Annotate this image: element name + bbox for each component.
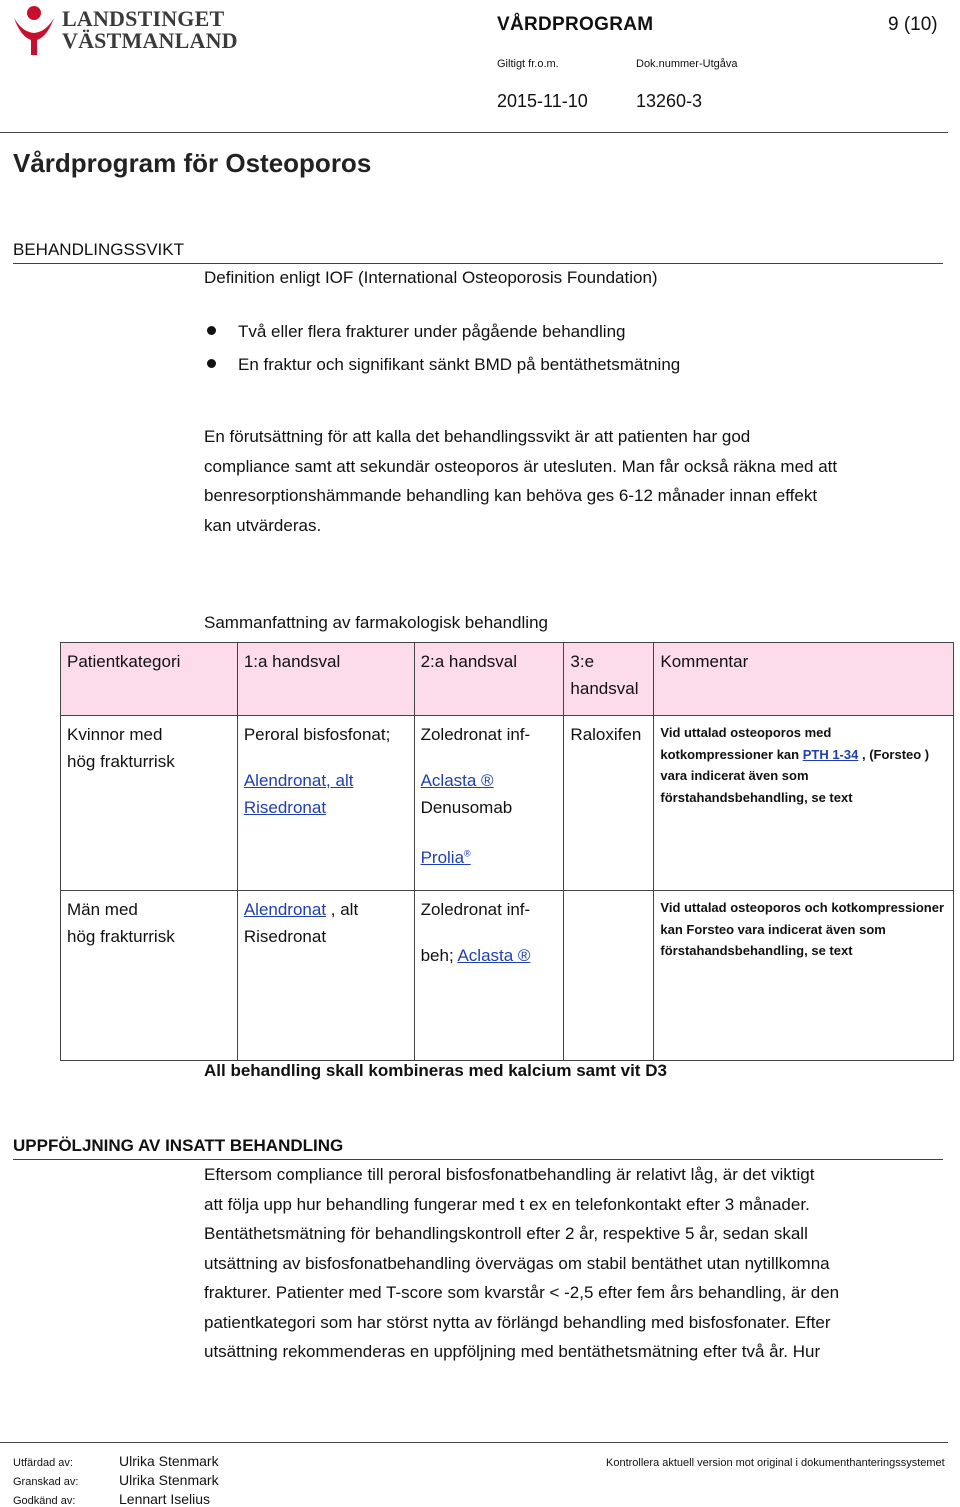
paragraph-line: compliance samt att sekundär osteoporos är utesluten. Man får också räkna med att [204,456,838,476]
bullet-item [207,322,625,342]
risedronat-link[interactable]: Risedronat [243,798,327,817]
page-indicator: 9 (10) [888,14,938,35]
paragraph-line: benresorptionshämmande behandling kan behöva ges 6-12 månader innan effekt [204,486,818,505]
reviewed-label: Granskad av: [13,1476,79,1488]
second-choice-text: beh; [420,946,458,965]
first-choice-text: Risedronat [243,927,327,946]
comment-text: , (Forsteo ) vara indicerat även som förstahandsbehandling, se text [660,746,930,805]
approved-by: Lennart Iselius [119,1491,211,1507]
first-choice-cell [237,891,414,1061]
second-choice-cell [414,716,564,891]
pth-link[interactable]: PTH 1-34 [802,746,859,762]
paragraph-line: kan utvärderas. [204,515,322,535]
column-header: Patientkategori [61,643,238,716]
column-header: Kommentar [654,643,954,716]
paragraph-line: utsättning rekommenderas en uppföljning med bentäthetsmätning efter två år. Hur [204,1342,821,1361]
category-cell [61,716,238,891]
paragraph-line: Bentäthetsmätning för behandlingskontroll efter 2 år, respektive 5 år, sedan skall [204,1224,808,1243]
treatment-note: All behandling skall kombineras med kalcium samt vit D3 [204,1061,667,1080]
approved-label: Godkänd av: [13,1495,76,1507]
section-heading-followup: UPPFÖLJNING AV INSATT BEHANDLING [13,1136,344,1155]
bullet-item [207,355,680,375]
comment-text: Vid uttalad osteoporos med kotkompressioner kan [660,725,832,762]
alendronat-link[interactable]: Alendronat, alt [243,771,354,790]
footer-divider [0,1442,948,1443]
alendronat-link[interactable]: Alendronat [243,900,327,919]
category-text: Kvinnor med [67,725,163,744]
document-title: Vårdprogram för Osteoporos [13,148,372,178]
third-choice-cell [564,891,654,1061]
valid-from-value: 2015-11-10 [497,91,588,111]
program-label: VÅRDPROGRAM [497,14,654,35]
first-choice-text: Peroral bisfosfonat; [243,725,391,744]
doc-number-value: 13260-3 [636,91,703,111]
category-text: Män med [67,900,138,919]
issued-by: Ulrika Stenmark [119,1453,219,1469]
first-choice-text: , alt [326,900,359,919]
paragraph-line: utsättning av bisfosfonatbehandling övervägas om stabil bentäthet utan nytillkomna [204,1253,830,1273]
column-header: 2:a handsval [414,643,564,716]
column-header: 3:e handsval [564,643,654,716]
table-caption: Sammanfattning av farmakologisk behandling [204,613,548,632]
first-choice-cell [237,716,414,891]
paragraph-line: att följa upp hur behandling fungerar med t ex en telefonkontakt efter 3 månader. [204,1194,810,1214]
category-text: hög frakturrisk [67,752,175,771]
third-choice-cell [564,716,654,891]
comment-cell: Vid uttalad osteoporos och kotkompressioner kan Forsteo vara indicerat även som förstahandsbehandling, se text [654,891,954,1061]
bullet-icon [207,326,216,335]
logo-emblem [12,4,56,56]
doc-number-label: Dok.nummer-Utgåva [636,58,738,70]
paragraph-line: frakturer. Patienter med T-score som kvarstår < -2,5 efter fem års behandling, är den [204,1283,840,1302]
logo-line-2: VÄSTMANLAND [62,28,238,53]
definition-text: Definition enligt IOF (International Osteoporosis Foundation) [204,268,658,287]
aclasta-link[interactable]: Aclasta ® [457,946,531,965]
denusomab-text: Denusomab [420,798,513,817]
logo-line-1: LANDSTINGET [62,6,225,31]
followup-paragraph [204,1160,944,1367]
table-row [61,891,954,1061]
prolia-link[interactable] [421,848,471,867]
treatment-failure-paragraph [204,422,944,540]
table-row [61,716,954,891]
aclasta-link[interactable]: Aclasta ® [420,771,494,790]
bullet-text: Två eller flera frakturer under pågående behandling [238,322,626,341]
section-heading-treatment-failure: BEHANDLINGSSVIKT [13,240,184,259]
column-header: 1:a handsval [237,643,414,716]
comment-cell [654,716,954,891]
reviewed-by: Ulrika Stenmark [119,1472,219,1488]
bullet-icon [207,359,216,368]
version-notice: Kontrollera aktuell version mot original i dokumenthanteringssystemet [606,1457,945,1469]
registered-mark: ® [464,848,471,858]
category-cell [61,891,238,1061]
issued-label: Utfärdad av: [13,1457,73,1469]
logo-wordmark [62,8,238,52]
third-choice-text: Raloxifen [570,725,642,744]
treatment-summary-table [60,642,954,1061]
second-choice-text: Zoledronat inf- [420,900,531,919]
category-text: hög frakturrisk [67,927,175,946]
second-choice-cell [414,891,564,1061]
header-divider [0,132,948,133]
paragraph-line: patientkategori som har störst nytta av förlängd behandling med bisfosfonater. Efter [204,1312,831,1332]
second-choice-text: Zoledronat inf- [420,725,531,744]
table-header-row [61,643,954,716]
paragraph-line: En förutsättning för att kalla det behandlingssvikt är att patienten har god [204,427,751,446]
bullet-text: En fraktur och signifikant sänkt BMD på bentäthetsmätning [238,355,681,374]
paragraph-line: Eftersom compliance till peroral bisfosfonatbehandling är relativt låg, är det viktigt [204,1165,815,1184]
prolia-link-text: Prolia [420,847,465,867]
valid-from-label: Giltigt fr.o.m. [497,58,559,70]
